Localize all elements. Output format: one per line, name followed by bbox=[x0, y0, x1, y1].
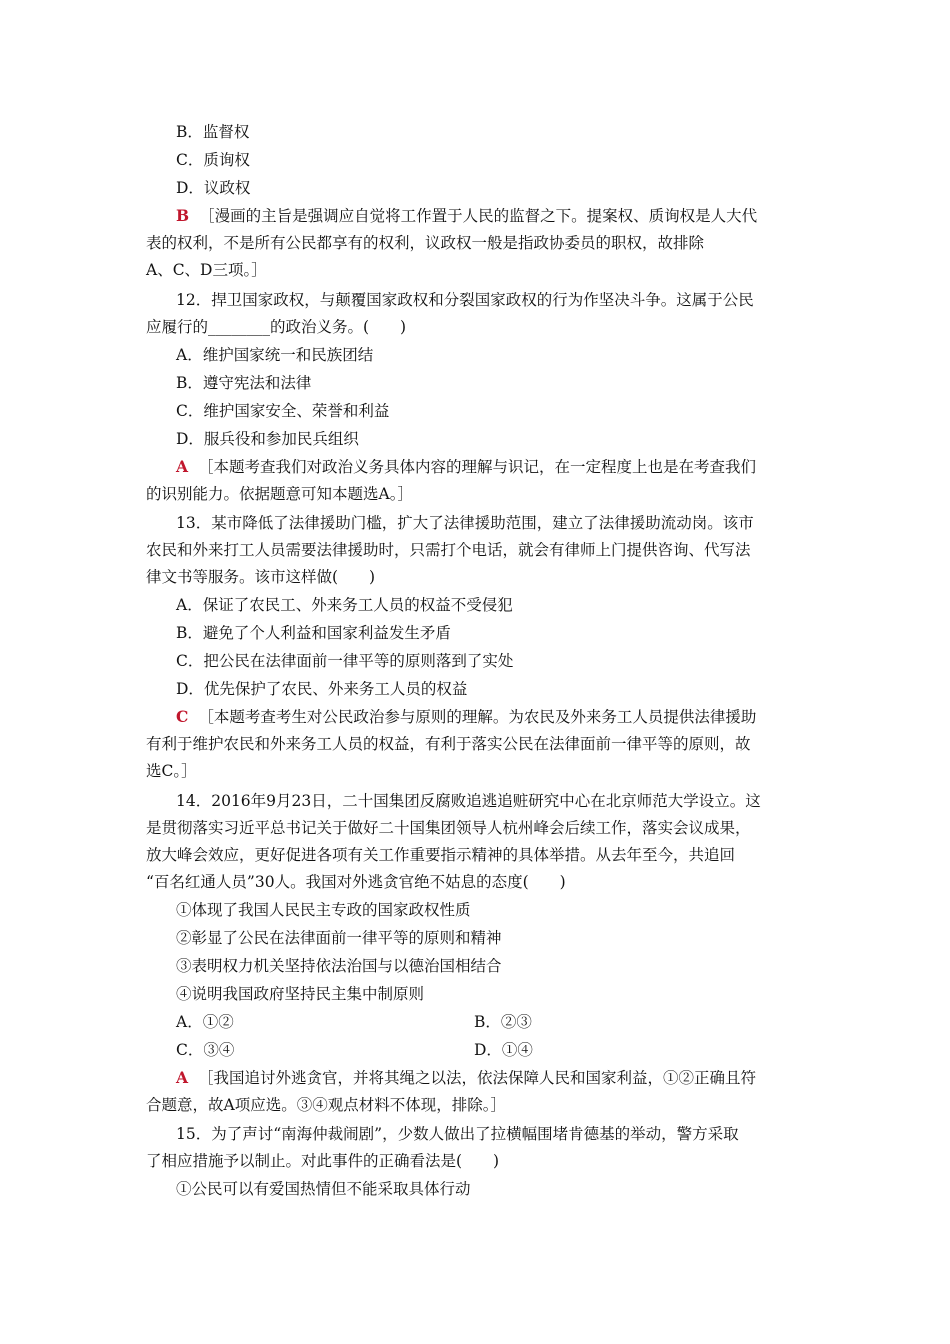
q14-explanation-2: 合题意，故A项应选。③④观点材料不体现，排除。］ bbox=[146, 1096, 506, 1114]
q15-stem-2: 了相应措施予以制止。对此事件的正确看法是( ) bbox=[146, 1152, 500, 1170]
q13-explanation-1: ［本题考查考生对公民政治参与原则的理解。为农民及外来务工人员提供法律援助 bbox=[198, 708, 757, 726]
q13-stem-2: 农民和外来打工人员需要法律援助时，只需打个电话，就会有律师上门提供咨询、代写法 bbox=[146, 541, 751, 559]
q11-explanation-2: 表的权利，不是所有公民都享有的权利，议政权一般是指政协委员的职权，故排除 bbox=[146, 234, 705, 252]
q12-stem-2: 应履行的________的政治义务。( ) bbox=[146, 318, 407, 336]
q11-explanation-3: A、C、D三项。］ bbox=[146, 261, 267, 279]
q14-stem-1: 14．2016年9月23日，二十国集团反腐败追逃追赃研究中心在北京师范大学设立。这 bbox=[176, 792, 761, 810]
q12-option-c: C．维护国家安全、荣誉和利益 bbox=[176, 402, 390, 420]
q13-explanation-2: 有利于维护农民和外来务工人员的权益，有利于落实公民在法律面前一律平等的原则，故 bbox=[146, 735, 751, 753]
q11-explanation-1: ［漫画的主旨是强调应自觉将工作置于人民的监督之下。提案权、质询权是人大代 bbox=[199, 207, 758, 225]
q12-option-d: D．服兵役和参加民兵组织 bbox=[176, 430, 359, 448]
q13-stem-1: 13．某市降低了法律援助门槛，扩大了法律援助范围，建立了法律援助流动岗。该市 bbox=[176, 514, 754, 532]
q11-option-c: C．质询权 bbox=[176, 151, 250, 169]
q13-option-d: D．优先保护了农民、外来务工人员的权益 bbox=[176, 680, 468, 698]
q14-stem-2: 是贯彻落实习近平总书记关于做好二十国集团领导人杭州峰会后续工作，落实会议成果， bbox=[146, 819, 751, 837]
q14-stem-4: “百名红通人员”30人。我国对外逃贪官绝不姑息的态度( ) bbox=[146, 873, 566, 891]
q12-option-a: A．维护国家统一和民族团结 bbox=[176, 346, 374, 364]
q12-answer-line-1 bbox=[176, 457, 846, 477]
q14-option-a: A．①② bbox=[176, 1013, 234, 1031]
q14-statement-2: ②彰显了公民在法律面前一律平等的原则和精神 bbox=[176, 929, 502, 947]
q12-option-b: B．遵守宪法和法律 bbox=[176, 374, 312, 392]
q13-answer-line-1 bbox=[176, 707, 846, 727]
q14-explanation-1: ［我国追讨外逃贪官，并将其绳之以法，依法保障人民和国家利益，①②正确且符 bbox=[198, 1069, 757, 1087]
q12-stem-1: 12．捍卫国家政权，与颠覆国家政权和分裂国家政权的行为作坚决斗争。这属于公民 bbox=[176, 291, 754, 309]
q13-option-a: A．保证了农民工、外来务工人员的权益不受侵犯 bbox=[176, 596, 513, 614]
q15-statement-1: ①公民可以有爱国热情但不能采取具体行动 bbox=[176, 1180, 471, 1198]
q14-option-b: B．②③ bbox=[474, 1013, 532, 1031]
q11-option-b: B．监督权 bbox=[176, 123, 250, 141]
q11-answer-line-1 bbox=[176, 206, 846, 226]
q12-answer-letter: A bbox=[176, 457, 189, 476]
q13-explanation-3: 选C。］ bbox=[146, 762, 197, 780]
q14-option-c: C．③④ bbox=[176, 1041, 235, 1059]
q14-statement-3: ③表明权力机关坚持依法治国与以德治国相结合 bbox=[176, 957, 502, 975]
q14-option-d: D．①④ bbox=[474, 1041, 533, 1059]
q13-option-c: C．把公民在法律面前一律平等的原则落到了实处 bbox=[176, 652, 514, 670]
q14-stem-3: 放大峰会效应，更好促进各项有关工作重要指示精神的具体举措。从去年至今，共追回 bbox=[146, 846, 736, 864]
q11-option-d: D．议政权 bbox=[176, 179, 251, 197]
q13-stem-3: 律文书等服务。该市这样做( ) bbox=[146, 568, 376, 586]
q13-option-b: B．避免了个人利益和国家利益发生矛盾 bbox=[176, 624, 451, 642]
q11-answer-letter: B bbox=[176, 206, 190, 225]
q13-answer-letter: C bbox=[176, 707, 189, 726]
q12-explanation-1: ［本题考查我们对政治义务具体内容的理解与识记，在一定程度上也是在考查我们 bbox=[198, 458, 757, 476]
q14-answer-letter: A bbox=[176, 1068, 189, 1087]
q12-explanation-2: 的识别能力。依据题意可知本题选A。］ bbox=[146, 485, 413, 503]
q14-answer-line-1 bbox=[176, 1068, 846, 1088]
q14-statement-4: ④说明我国政府坚持民主集中制原则 bbox=[176, 985, 425, 1003]
q14-statement-1: ①体现了我国人民民主专政的国家政权性质 bbox=[176, 901, 471, 919]
q15-stem-1: 15．为了声讨“南海仲裁闹剧”，少数人做出了拉横幅围堵肯德基的举动，警方采取 bbox=[176, 1125, 739, 1143]
